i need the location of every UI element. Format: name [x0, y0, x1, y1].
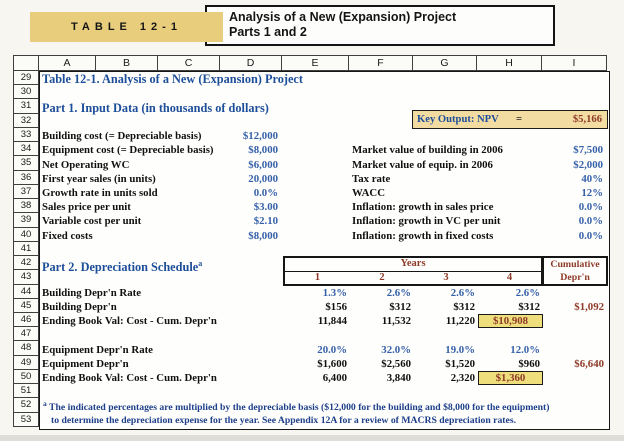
cell-label: Inflation: growth in VC per unit	[352, 215, 501, 228]
row-39	[40, 214, 609, 228]
cell-value[interactable]: $312	[453, 300, 475, 313]
row-37	[40, 186, 609, 200]
row-header-43[interactable]: 43	[13, 270, 39, 284]
cell-value[interactable]: $1,600	[317, 357, 347, 370]
row-header-38[interactable]: 38	[13, 199, 39, 213]
row-45	[40, 300, 609, 314]
cell-value[interactable]: 6,400	[322, 372, 347, 385]
row-header-30[interactable]: 30	[13, 85, 39, 99]
column-header-row	[13, 55, 610, 71]
cell-value[interactable]: 1.3%	[322, 286, 347, 299]
row-40	[40, 229, 609, 243]
column-header-i[interactable]: I	[542, 55, 607, 71]
cell-label: First year sales (in units)	[42, 172, 156, 185]
cell-value[interactable]: 2.6%	[386, 286, 411, 299]
cell-value[interactable]: $7,500	[573, 144, 603, 157]
section-title: Part 1. Input Data (in thousands of dollars)	[42, 100, 269, 115]
column-header-a[interactable]: A	[39, 55, 96, 71]
table-number-label: TABLE 12-1	[30, 12, 223, 42]
year-column-header[interactable]: 4	[506, 272, 513, 283]
row-50	[40, 371, 609, 385]
cell-label: Equipment cost (= Depreciable basis)	[42, 144, 214, 157]
footnote-text: to determine the depreciation expense for the year. See Appendix 12A for a review of MACRS depreciation rates.	[51, 415, 517, 427]
cell-label: Equipment Depr'n Rate	[42, 343, 153, 356]
row-header-34[interactable]: 34	[13, 142, 39, 156]
row-header-51[interactable]: 51	[13, 384, 39, 398]
column-header-h[interactable]: H	[477, 55, 542, 71]
cell-label: Variable cost per unit	[42, 215, 142, 228]
row-46	[40, 314, 609, 328]
cumulative-header-line2: Depr'n	[560, 271, 590, 283]
cell-value[interactable]: $2.10	[253, 215, 278, 228]
cell-value[interactable]: $8,000	[248, 144, 278, 157]
cell-label: WACC	[352, 186, 385, 199]
cell-value[interactable]: 0.0%	[253, 186, 278, 199]
cell-value[interactable]: $960	[518, 357, 540, 370]
cell-value[interactable]: 0.0%	[578, 229, 603, 242]
row-36	[40, 172, 609, 186]
key-output-box	[412, 110, 608, 129]
cell-value[interactable]: 20.0%	[317, 343, 347, 356]
row-header-column	[13, 71, 39, 430]
section-title: Table 12-1. Analysis of a New (Expansion) Project	[42, 72, 303, 87]
cumulative-header-line1: Cumulative	[550, 259, 600, 270]
row-51	[40, 385, 609, 399]
cell-value[interactable]: 11,532	[381, 315, 411, 328]
cell-value[interactable]: 11,844	[317, 315, 347, 328]
row-header-33[interactable]: 33	[13, 128, 39, 142]
row-header-48[interactable]: 48	[13, 341, 39, 355]
cell-value[interactable]: $2,000	[573, 158, 603, 171]
cell-label: Inflation: growth in fixed costs	[352, 229, 494, 242]
cell-label: Market value of building in 2006	[352, 144, 503, 157]
cell-value[interactable]: 40%	[581, 172, 603, 185]
column-header-e[interactable]: E	[282, 55, 349, 71]
column-header-g[interactable]: G	[413, 55, 477, 71]
cell-label: Market value of equip. in 2006	[352, 158, 493, 171]
row-header-40[interactable]: 40	[13, 228, 39, 242]
cell-value[interactable]: $312	[518, 300, 540, 313]
cell-value[interactable]: 19.0%	[445, 343, 475, 356]
table-title-line2: Parts 1 and 2	[229, 25, 307, 39]
row-header-31[interactable]: 31	[13, 99, 39, 113]
cell-label: Ending Book Val: Cost - Cum. Depr'n	[42, 372, 217, 385]
cell-value[interactable]: $156	[325, 300, 347, 313]
row-header-39[interactable]: 39	[13, 213, 39, 227]
column-header-corner[interactable]	[13, 55, 39, 71]
cell-value[interactable]: $6,000	[248, 158, 278, 171]
cell-value[interactable]: 0.0%	[578, 201, 603, 214]
row-header-29[interactable]: 29	[13, 71, 39, 85]
sheet-grid	[39, 71, 610, 430]
cell-value[interactable]: 11,220	[445, 315, 475, 328]
row-header-45[interactable]: 45	[13, 299, 39, 313]
cell-value[interactable]: $8,000	[248, 229, 278, 242]
key-output-equals: =	[516, 114, 523, 125]
cell-label: Equipment Depr'n	[42, 357, 129, 370]
row-header-35[interactable]: 35	[13, 156, 39, 170]
years-header-box	[283, 256, 543, 286]
cell-value[interactable]: 12%	[581, 186, 603, 199]
years-header-label: Years	[285, 258, 541, 272]
table-title-box	[205, 5, 555, 46]
column-header-c[interactable]: C	[158, 55, 220, 71]
row-header-42[interactable]: 42	[13, 256, 39, 270]
row-38	[40, 200, 609, 214]
row-44	[40, 286, 609, 300]
row-34	[40, 143, 609, 157]
row-35	[40, 157, 609, 171]
cell-value[interactable]: $2,560	[381, 357, 411, 370]
highlighted-cell[interactable]: $1,360	[478, 371, 543, 385]
row-41	[40, 243, 609, 257]
row-29	[40, 72, 609, 86]
row-47	[40, 328, 609, 342]
row-header-32[interactable]: 32	[13, 114, 39, 128]
cell-value[interactable]: 2.6%	[515, 286, 540, 299]
key-output-npv-value[interactable]: $5,166	[572, 114, 602, 125]
row-header-53[interactable]: 53	[13, 413, 39, 427]
row-header-50[interactable]: 50	[13, 370, 39, 384]
cumulative-value[interactable]: $1,092	[574, 300, 604, 313]
cell-value[interactable]: 2.6%	[450, 286, 475, 299]
cell-value[interactable]: 0.0%	[578, 215, 603, 228]
cell-label: Tax rate	[352, 172, 391, 185]
cell-label: Building cost (= Depreciable basis)	[42, 130, 202, 143]
year-column-header[interactable]: 3	[443, 272, 449, 283]
row-header-46[interactable]: 46	[13, 313, 39, 327]
footnote-text: $^a$ The indicated percentages are multiplied by the depreciable basis ($12,000 for the building and $8,000 for the equipment)	[43, 399, 550, 414]
cell-label: Growth rate in units sold	[42, 186, 158, 199]
row-header-52[interactable]: 52	[13, 398, 39, 412]
footnote-marker: a	[198, 259, 203, 269]
cell-label: Inflation: growth in sales price	[352, 201, 494, 214]
cell-value[interactable]: $3.00	[253, 201, 278, 214]
cumulative-deprn-header-box	[542, 256, 608, 286]
row-49	[40, 357, 609, 371]
highlighted-cell[interactable]: $10,908	[478, 314, 543, 328]
row-header-36[interactable]: 36	[13, 171, 39, 185]
row-30	[40, 86, 609, 100]
cell-label: Building Depr'n	[42, 300, 117, 313]
cell-value[interactable]: 2,320	[450, 372, 475, 385]
footnote-marker: a	[43, 399, 47, 409]
row-header-37[interactable]: 37	[13, 185, 39, 199]
cell-label: Net Operating WC	[42, 158, 130, 171]
cell-value[interactable]: $12,000	[242, 130, 278, 143]
cell-label: Ending Book Val: Cost - Cum. Depr'n	[42, 315, 217, 328]
row-53	[40, 414, 609, 428]
year-column-header[interactable]: 2	[379, 272, 385, 283]
row-header-47[interactable]: 47	[13, 327, 39, 341]
column-header-d[interactable]: D	[220, 55, 282, 71]
row-header-49[interactable]: 49	[13, 356, 39, 370]
row-52	[40, 399, 609, 413]
section-title: Part 2. Depreciation Schedule$^a$	[42, 259, 203, 275]
row-header-44[interactable]: 44	[13, 285, 39, 299]
year-column-header[interactable]: 1	[314, 272, 321, 283]
cell-value[interactable]: 3,840	[386, 372, 411, 385]
cell-label: Building Depr'n Rate	[42, 286, 141, 299]
spreadsheet	[13, 55, 610, 430]
cell-label: Sales price per unit	[42, 201, 131, 214]
cell-value[interactable]: $312	[389, 300, 411, 313]
row-header-41[interactable]: 41	[13, 242, 39, 256]
column-header-b[interactable]: B	[96, 55, 158, 71]
cell-value[interactable]: $1,520	[445, 357, 475, 370]
cell-value[interactable]: 12.0%	[510, 343, 540, 356]
row-33	[40, 129, 609, 143]
cumulative-value[interactable]: $6,640	[574, 357, 604, 370]
cell-value[interactable]: 20,000	[248, 172, 278, 185]
cell-label: Fixed costs	[42, 229, 93, 242]
cell-value[interactable]: 32.0%	[381, 343, 411, 356]
table-title-line1: Analysis of a New (Expansion) Project	[229, 10, 457, 24]
row-48	[40, 342, 609, 356]
column-header-f[interactable]: F	[349, 55, 413, 71]
key-output-label: Key Output: NPV	[417, 114, 499, 125]
